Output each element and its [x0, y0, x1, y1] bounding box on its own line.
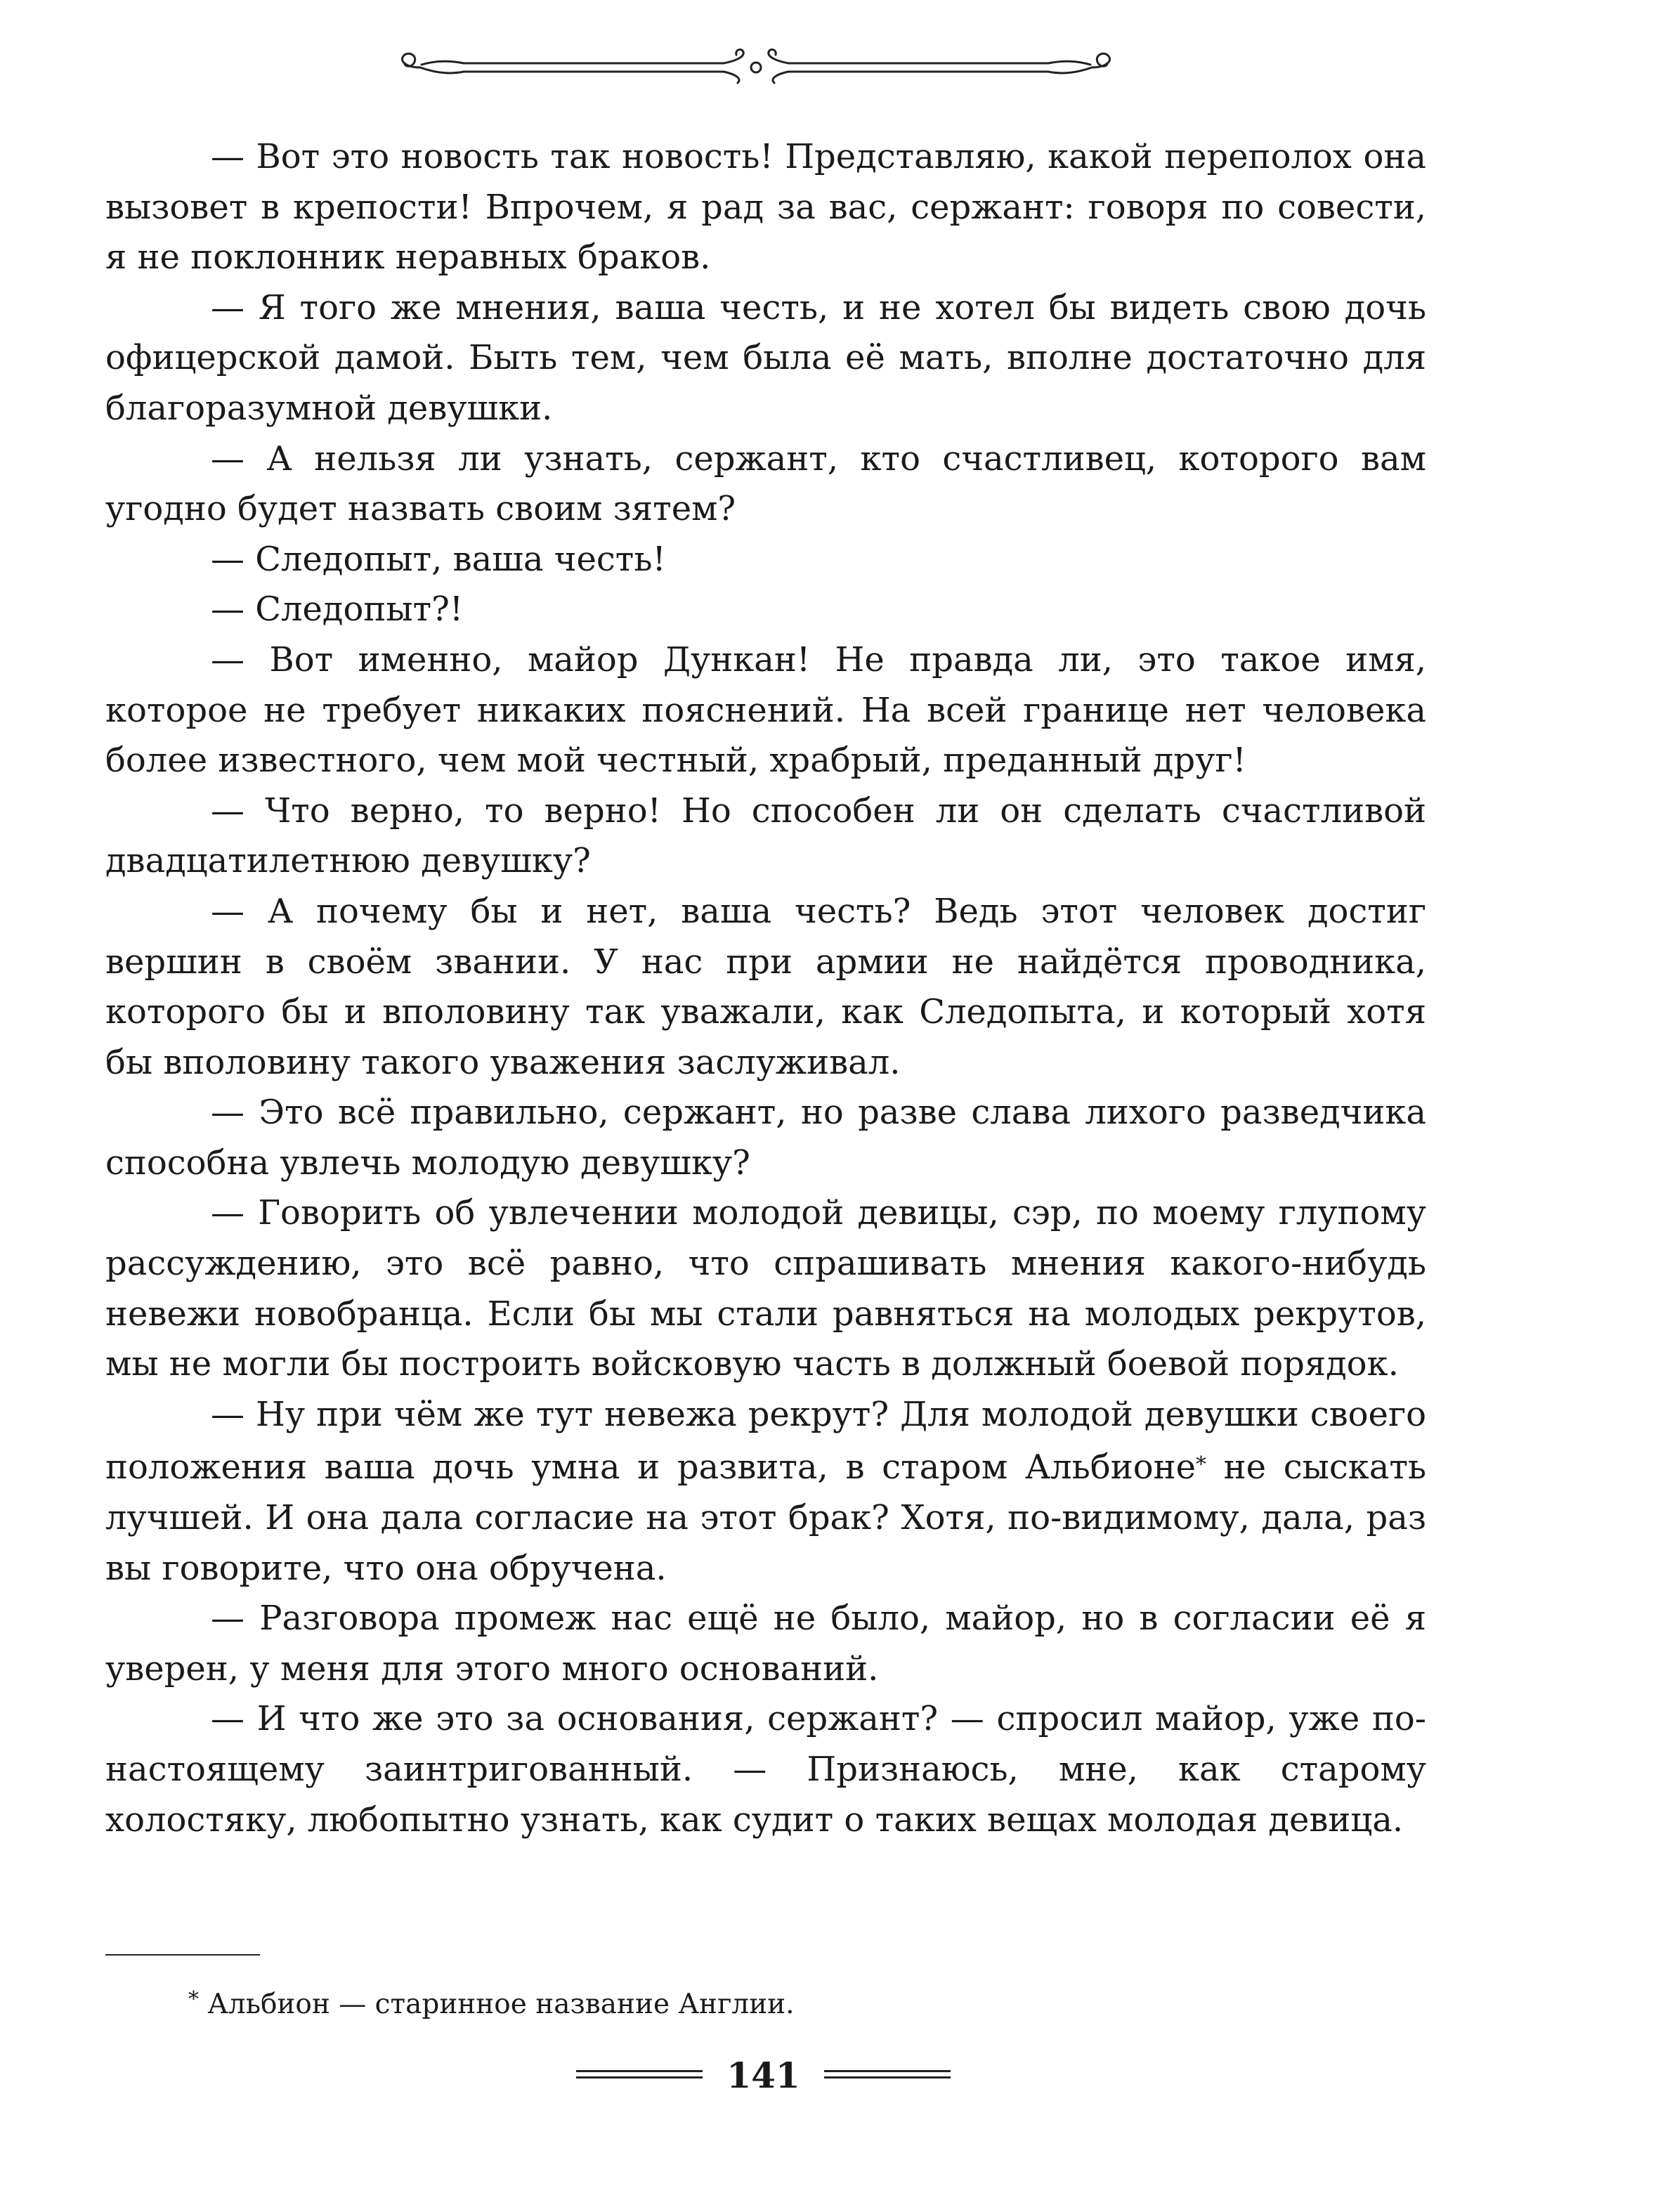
paragraph-text: не сыскать лучшей. И она дала согласие на этот брак? Хотя, по-видимому, дала, раз вы говорите, что она обручена. [105, 1447, 1427, 1588]
paragraph: — А почему бы и нет, ваша честь? Ведь этот человек достиг вершин в своём звании. У нас при армии не найдётся проводника, которого бы и вполовину так уважали, как Следопыта, и который хотя бы вполовину такого уважения заслуживал. [105, 891, 1426, 1082]
page-footer [0, 2049, 1663, 2105]
paragraph: — Я того же мнения, ваша честь, и не хотел бы видеть свою дочь офицерской дамой. Быть тем, чем была её мать, вполне достаточно для благоразумной девушки. [105, 287, 1426, 428]
footnote-separator [105, 1954, 260, 1956]
paragraph: — И что же это за основания, сержант? — спросил майор, уже по-настоящему заинтригованный. — Признаюсь, мне, как старому холостяку, любопытно узнать, как судит о таких вещах молодая девица. [105, 1699, 1426, 1840]
paragraph: — Что верно, то верно! Но способен ли он сделать счастливой двадцатилетнюю девушку? [105, 791, 1426, 881]
main-text [105, 132, 1426, 1845]
paragraph: — Следопыт?! [211, 590, 464, 630]
paragraph: — Это всё правильно, сержант, но разве слава лихого разведчика способна увлечь молодую девушку? [105, 1093, 1426, 1183]
paragraph-with-footnote-ref [105, 1390, 1426, 1594]
top-ornament-flourish [393, 46, 1119, 89]
footnote [188, 1979, 795, 2026]
paragraph: — Следопыт, ваша честь! [211, 539, 666, 579]
paragraph: — Вот это новость так новость! Представляю, какой переполох она вызовет в крепости! Впрочем, я рад за вас, сержант: говоря по совести, я не поклонник неравных браков. [105, 137, 1426, 278]
folio-rule-left [576, 2070, 703, 2080]
paragraph: — Говорить об увлечении молодой девицы, сэр, по моему глупому рассуждению, это всё равно, что спрашивать мнения какого-нибудь невежи новобранца. Если бы мы стали равняться на молодых рекрутов, мы не могли бы построить войсковую часть в должный боевой порядок. [105, 1193, 1426, 1384]
footnote-reference-mark: * [1196, 1452, 1206, 1478]
paragraph: — А нельзя ли узнать, сержант, кто счастливец, которого вам угодно будет назвать своим зятем? [105, 438, 1426, 529]
page-number: 141 [726, 2055, 800, 2096]
folio-rule-right [824, 2070, 951, 2080]
paragraph: — Вот именно, майор Дункан! Не правда ли, это такое имя, которое не требует никаких пояснений. На всей границе нет человека более известного, чем мой честный, храбрый, преданный друг! [105, 639, 1426, 781]
paragraph-text: — Ну при чём же тут невежа рекрут? Для молодой девушки своего положения ваша дочь умна и развита, в старом Альбионе [105, 1394, 1426, 1488]
footnote-text: Альбион — старинное название Англии. [199, 1989, 795, 2020]
paragraph: — Разговора промеж нас ещё не было, майор, но в согласии её я уверен, у меня для этого много оснований. [105, 1599, 1426, 1689]
footnote-mark: * [188, 1987, 199, 2012]
